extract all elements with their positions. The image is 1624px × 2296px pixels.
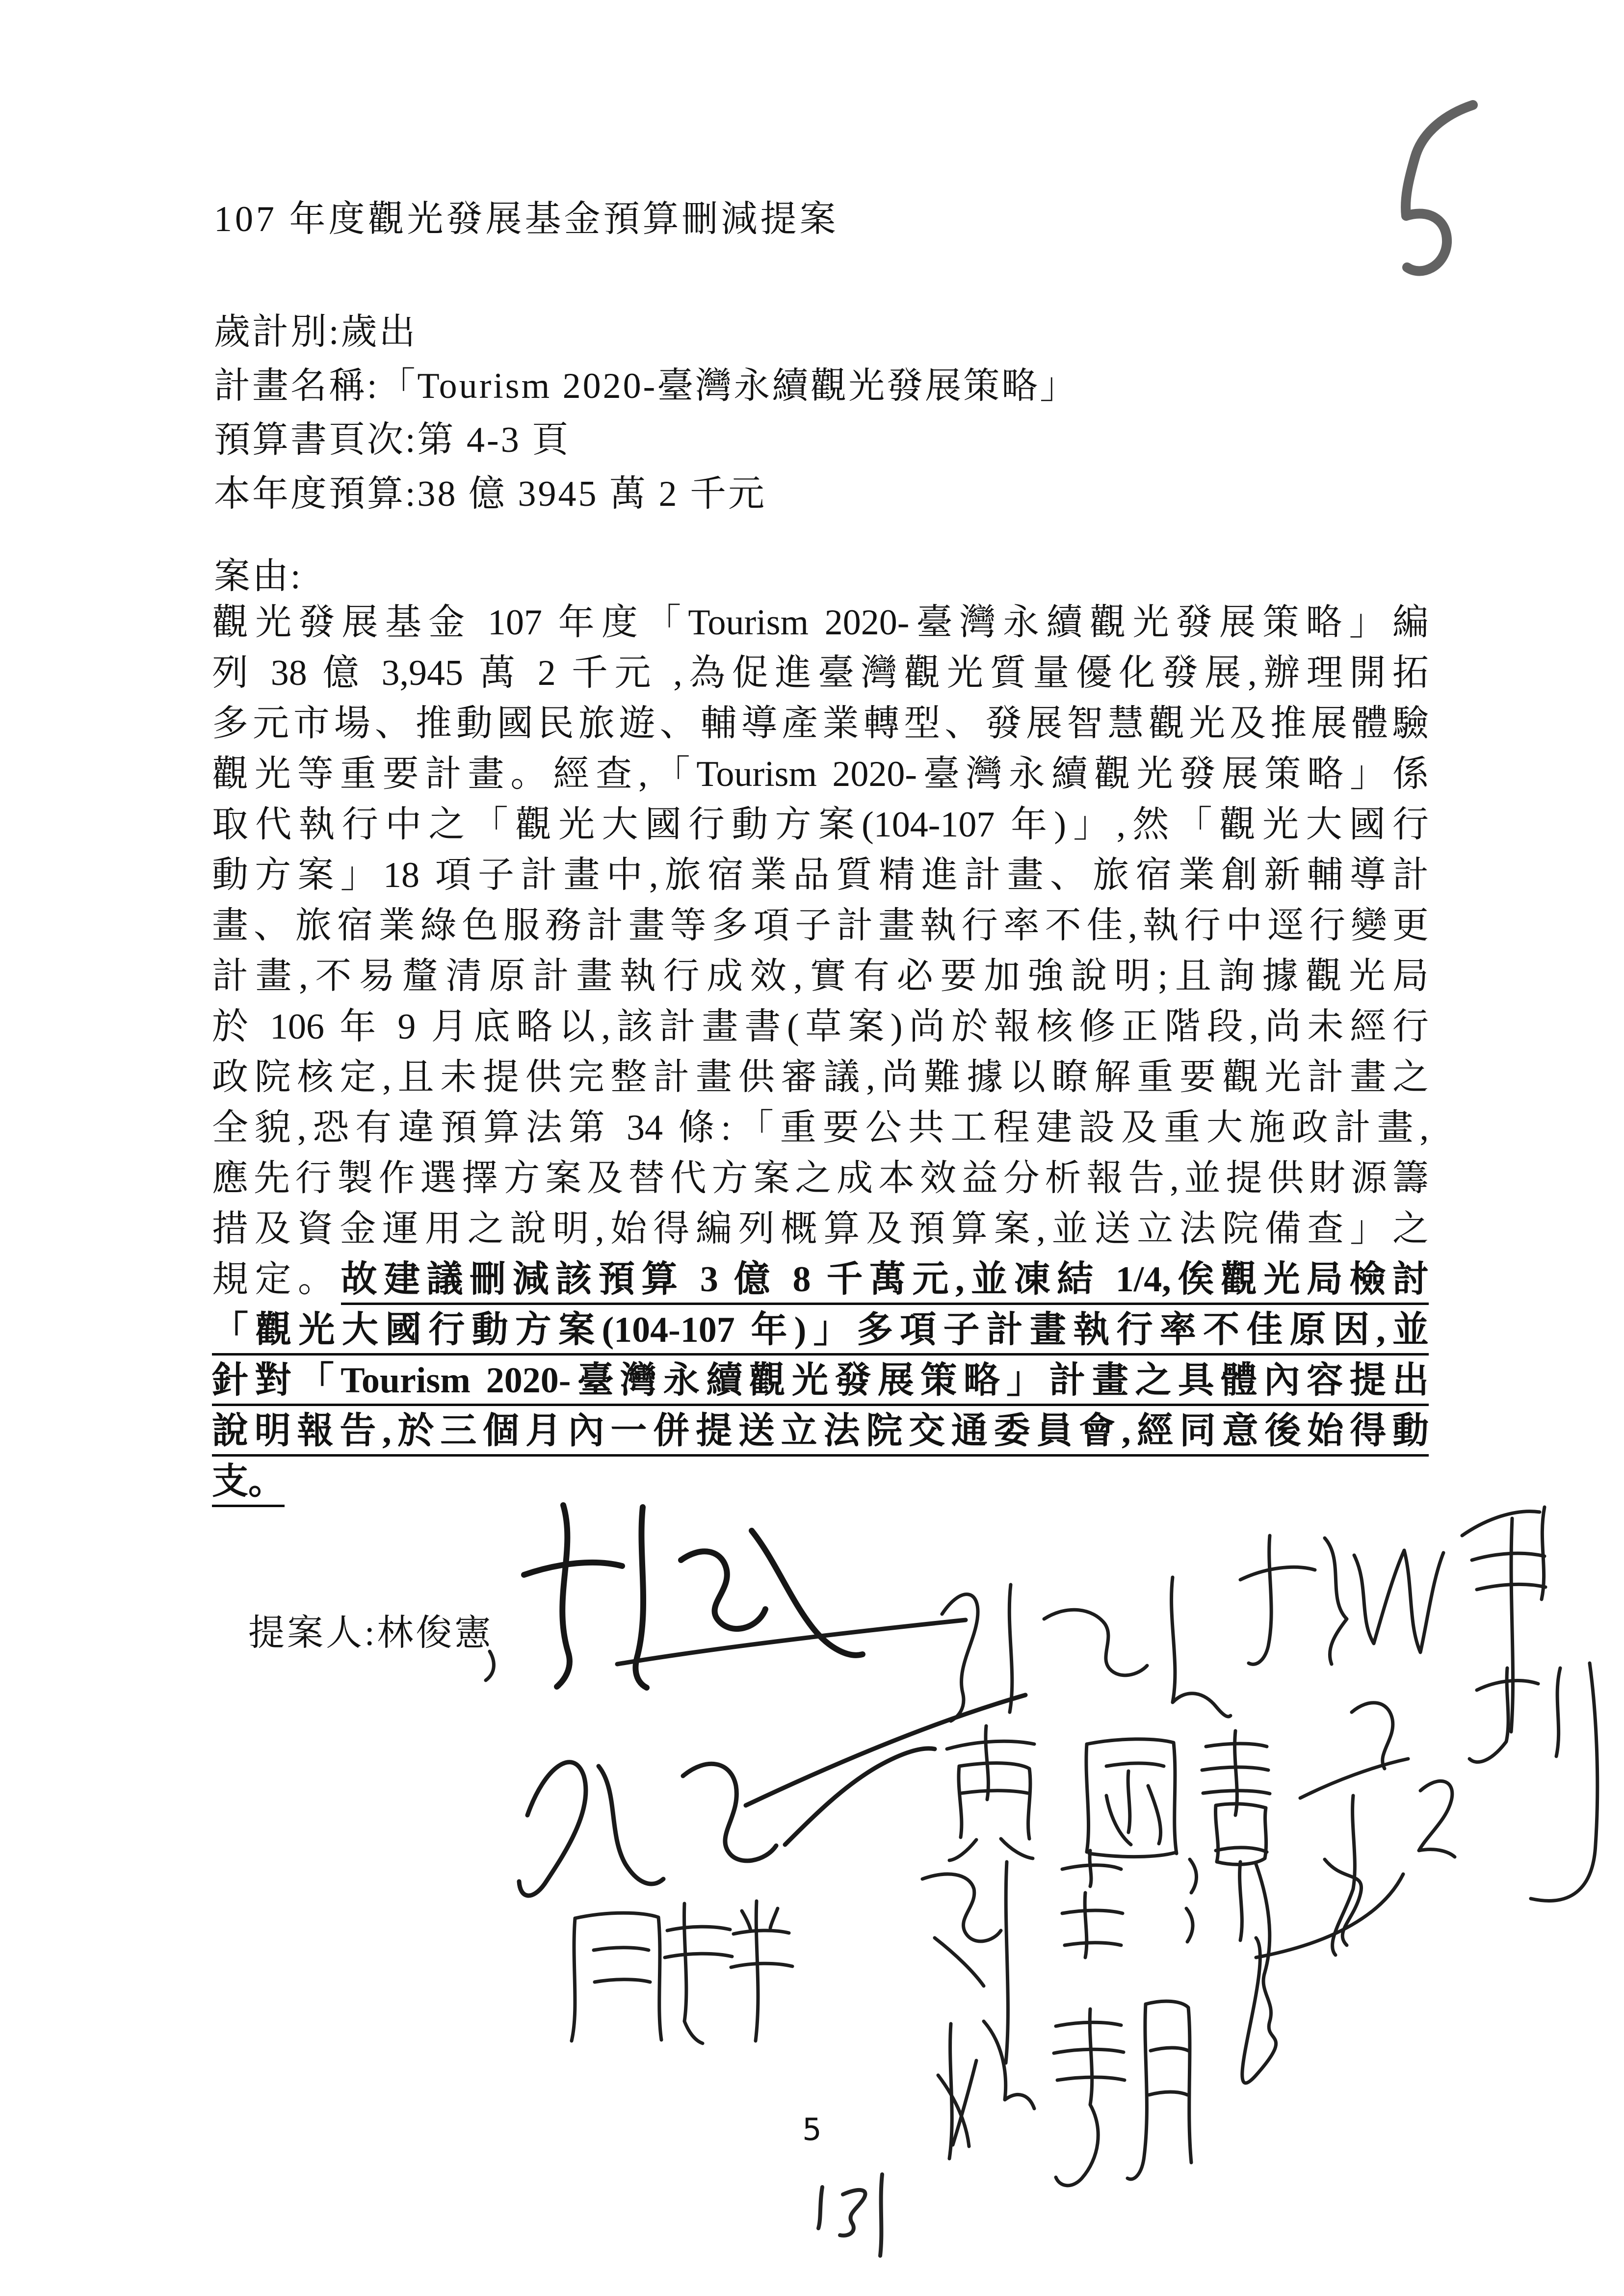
body-line [212,1356,1429,1406]
body-line [212,1103,1429,1153]
signature-1 [486,1505,966,1688]
text-run: 措及資金運用之說明,始得編列概算及預算案,並送立法院備查」之 [212,1209,1429,1249]
text-run: 全貌,恐有違預算法第 34 條:「重要公共工程建設及重大施政計畫, [212,1108,1429,1148]
case-body [212,598,1429,1507]
meta-plan-name: 計畫名稱:「Tourism 2020-臺灣永續觀光發展策略」 [214,366,1078,406]
signature-6 [947,1726,1270,1864]
body-line [212,901,1429,951]
text-run: 多元市場、推動國民旅遊、輔導產業轉型、發展智慧觀光及推展體驗 [212,704,1429,744]
signature-9 [922,1848,1403,2083]
signature-7 [1300,1703,1455,1955]
body-line [212,1457,1429,1507]
signature-4 [1462,1507,1598,1901]
emphasis-run: 針對「Tourism 2020-臺灣永續觀光發展策略」計畫之具體內容提出 [212,1360,1429,1406]
signature-10 [938,2001,1191,2186]
text-run: 計畫,不易釐清原計畫執行成效,實有必要加強說明;且詢據觀光局 [212,956,1429,996]
body-line [212,1153,1429,1204]
body-line [212,699,1429,749]
body-line [212,800,1429,850]
meta-annual-budget: 本年度預算:38 億 3945 萬 2 千元 [214,474,767,514]
body-line [212,1204,1429,1254]
body-line [212,1406,1429,1457]
text-run: 取代執行中之「觀光大國行動方案(104-107 年)」,然「觀光大國行 [212,805,1429,845]
emphasis-run: 故建議刪減該預算 3 億 8 千萬元,並凍結 1/4,俟觀光局檢討 [341,1259,1429,1305]
signature-2 [942,1577,1231,1721]
body-line [212,648,1429,699]
emphasis-run: 「觀光大國行動方案(104-107 年)」多項子計畫執行率不佳原因,並 [212,1310,1429,1356]
body-line [212,951,1429,1002]
emphasis-run: 說明報告,於三個月內一併提送立法院交通委員會,經同意後始得動 [212,1411,1429,1457]
meta-block [214,305,1431,521]
document-title: 107 年度觀光發展基金預算刪減提案 [214,199,839,239]
body-line [212,850,1429,901]
meta-fiscal-category: 歲計別:歲出 [214,312,418,352]
text-run: 觀光等重要計畫。經查,「Tourism 2020-臺灣永續觀光發展策略」係 [212,754,1429,794]
text-run: 規定。 [212,1259,341,1300]
signature-3 [1240,1536,1443,1664]
emphasis-run: 支。 [212,1461,285,1507]
body-line [212,1052,1429,1103]
proposer-line: 提案人:林俊憲 [248,1613,494,1653]
page-number: 5 [802,2112,822,2147]
body-line [212,1305,1429,1356]
text-run: 於 106 年 9 月底略以,該計畫書(草案)尚於報核修正階段,尚未經行 [212,1007,1429,1047]
body-line [212,598,1429,648]
text-run: 畫、旅宿業綠色服務計畫等多項子計畫執行率不佳,執行中逕行變更 [212,906,1429,946]
text-run: 動方案」18 項子計畫中,旅宿業品質精進計畫、旅宿業創新輔導計 [212,855,1429,895]
meta-budget-page: 預算書頁次:第 4-3 頁 [214,420,571,460]
text-run: 列 38 億 3,945 萬 2 千元 ,為促進臺灣觀光質量優化發展,辦理開拓 [212,653,1429,693]
text-run: 應先行製作選擇方案及替代方案之成本效益分析報告,並提供財源籌 [212,1158,1429,1199]
text-run: 政院核定,且未提供完整計畫供審議,尚難據以瞭解重要觀光計畫之 [212,1057,1429,1097]
case-label: 案由: [214,556,303,597]
body-line [212,1254,1429,1305]
text-run: 觀光發展基金 107 年度「Tourism 2020-臺灣永續觀光發展策略」編 [212,602,1429,643]
handwritten-five-annotation [1406,105,1473,271]
body-line [212,1002,1429,1052]
signature-5 [519,1695,1025,1896]
signature-8 [572,1901,792,2043]
handwritten-151-annotation [818,2174,882,2256]
body-line [212,749,1429,800]
